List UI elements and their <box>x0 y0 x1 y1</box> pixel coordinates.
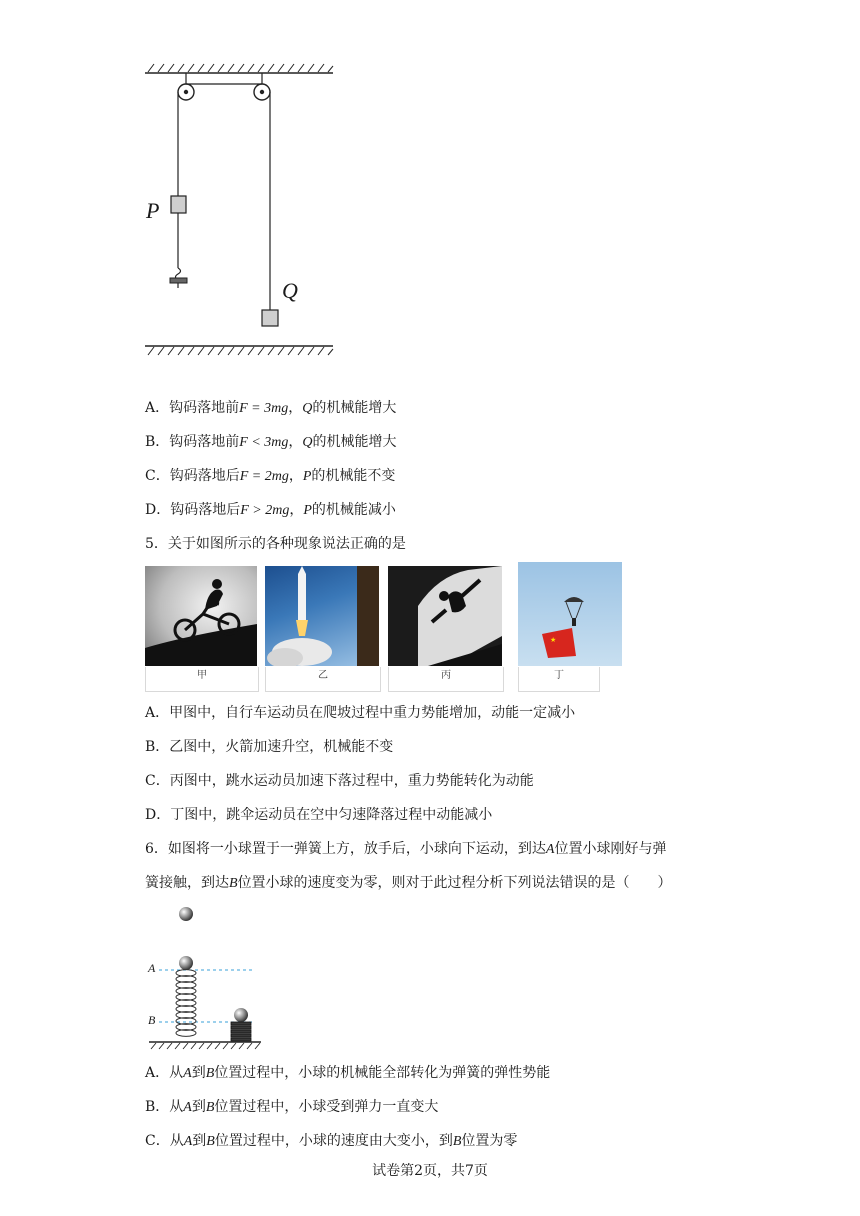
q4-option-d: D．钩码落地后F > 2mg，P的机械能减小 <box>145 502 396 518</box>
rocket-illustration <box>265 566 379 666</box>
spring-figure <box>145 900 265 1052</box>
cyclist-silhouette <box>145 566 257 666</box>
photo-cyclist <box>145 566 257 666</box>
photo-parachute <box>518 562 622 666</box>
label-a: A <box>148 961 156 975</box>
q4-option-a: A．钩码落地前F = 3mg，Q的机械能增大 <box>145 400 397 416</box>
caption-ding: 丁 <box>518 667 600 692</box>
page-footer: 试卷第2页，共7页 <box>372 1163 488 1179</box>
q6-stem-line1: 6．如图将一小球置于一弹簧上方，放手后，小球向下运动，到达A位置小球刚好与弹 <box>145 841 667 857</box>
caption-bing: 丙 <box>388 667 504 692</box>
q5-option-b: B．乙图中，火箭加速升空，机械能不变 <box>145 739 394 755</box>
photo-rocket <box>265 566 379 666</box>
diver-silhouette <box>388 566 502 666</box>
label-b: B <box>148 1013 156 1027</box>
q6-stem-line2: 簧接触，到达B位置小球的速度变为零，则对于此过程分析下列说法错误的是（ ） <box>145 875 672 891</box>
q5-option-c: C．丙图中，跳水运动员加速下落过程中，重力势能转化为动能 <box>145 773 534 789</box>
label-q: Q <box>282 278 298 303</box>
caption-yi: 乙 <box>265 667 381 692</box>
q5-stem: 5．关于如图所示的各种现象说法正确的是 <box>145 536 406 552</box>
q6-option-b: B．从A到B位置过程中，小球受到弹力一直变大 <box>145 1099 439 1115</box>
svg-text:★: ★ <box>550 636 557 644</box>
photo-diver <box>388 566 502 666</box>
label-p: P <box>146 198 160 223</box>
q6-option-c: C．从A到B位置过程中，小球的速度由大变小，到B位置为零 <box>145 1133 518 1149</box>
q5-option-d: D．丁图中，跳伞运动员在空中匀速降落过程中动能减小 <box>145 807 493 823</box>
q6-option-a: A．从A到B位置过程中，小球的机械能全部转化为弹簧的弹性势能 <box>145 1065 551 1081</box>
pulley-figure <box>140 60 340 360</box>
q4-option-b: B．钩码落地前F < 3mg，Q的机械能增大 <box>145 434 397 450</box>
q5-option-a: A．甲图中，自行车运动员在爬坡过程中重力势能增加，动能一定减小 <box>145 705 576 721</box>
parachutist-illustration <box>518 562 622 666</box>
caption-jia: 甲 <box>145 667 259 692</box>
q4-option-c: C．钩码落地后F = 2mg，P的机械能不变 <box>145 468 396 484</box>
